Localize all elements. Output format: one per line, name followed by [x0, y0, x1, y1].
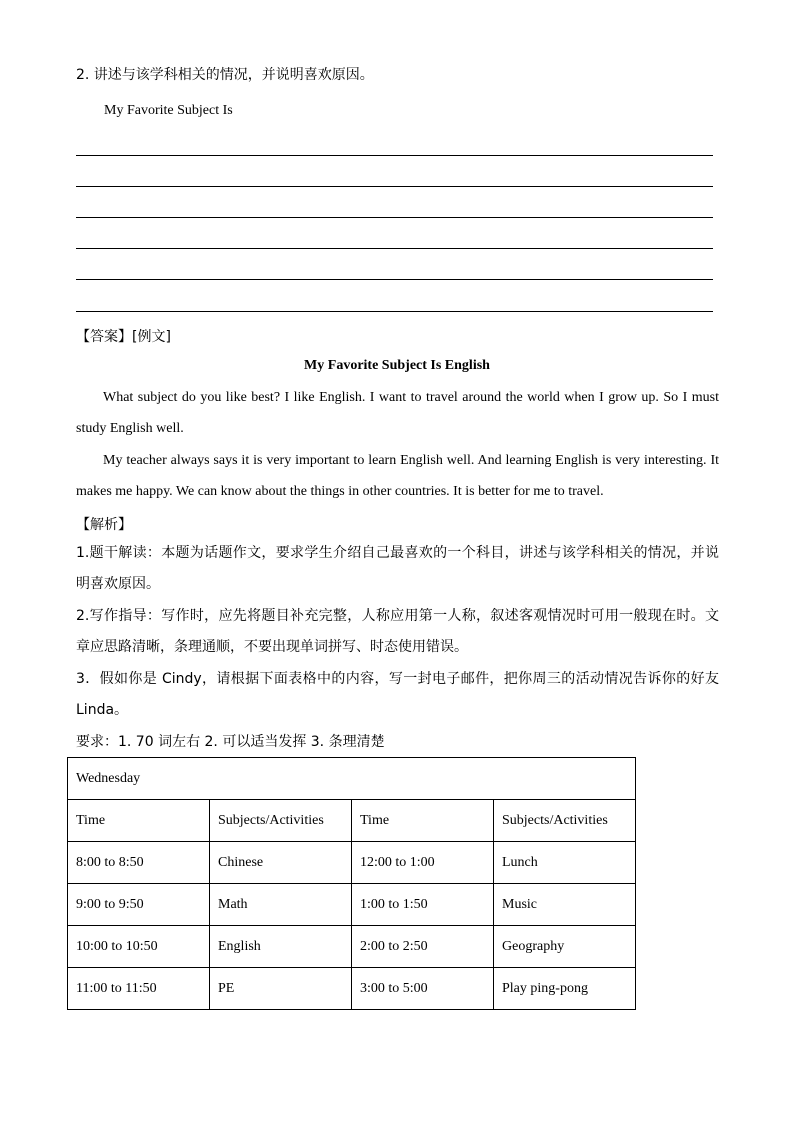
table-row: [68, 884, 636, 926]
column-header: Subjects/Activities: [210, 800, 352, 842]
table-cell: 10:00 to 10:50: [68, 926, 210, 968]
writing-line: [76, 279, 713, 280]
column-header: Time: [352, 800, 494, 842]
table-cell: Play ping-pong: [494, 968, 636, 1010]
table-title: Wednesday: [68, 758, 636, 800]
essay-title: My Favorite Subject Is English: [304, 358, 490, 373]
table-row: [68, 968, 636, 1010]
analysis-item-1: 1.题干解读：本题为话题作文，要求学生介绍自己最喜欢的一个科目，讲述与该学科相关的情况，并说明喜欢原因。: [76, 545, 719, 592]
table-row: [68, 842, 636, 884]
table-cell: Math: [210, 884, 352, 926]
writing-line: [76, 311, 713, 312]
essay-paragraph-1: What subject do you like best? I like English. I want to travel around the world when I grow up. So I must study English well.: [76, 390, 719, 436]
question3-instruction: 3．假如你是 Cindy，请根据下面表格中的内容，写一封电子邮件，把你周三的活动情况告诉你的好友 Linda。: [76, 671, 719, 718]
table-cell: 8:00 to 8:50: [68, 842, 210, 884]
essay-paragraph-2: My teacher always says it is very important to learn English well. And learning English is very interesting. It makes me happy. We can know about the things in other countries. It is better for me to travel.: [76, 453, 719, 499]
question2-instruction: 2. 讲述与该学科相关的情况，并说明喜欢原因。: [76, 67, 374, 83]
table-cell: 1:00 to 1:50: [352, 884, 494, 926]
table-cell: PE: [210, 968, 352, 1010]
table-cell: 3:00 to 5:00: [352, 968, 494, 1010]
table-cell: 11:00 to 11:50: [68, 968, 210, 1010]
essay-prompt: My Favorite Subject Is: [104, 103, 233, 118]
table-cell: Geography: [494, 926, 636, 968]
table-cell: 2:00 to 2:50: [352, 926, 494, 968]
table-cell: Music: [494, 884, 636, 926]
analysis-item-2: 2.写作指导：写作时，应先将题目补充完整，人称应用第一人称，叙述客观情况时可用一般现在时。文章应思路清晰，条理通顺，不要出现单词拼写、时态使用错误。: [76, 608, 719, 655]
table-cell: Lunch: [494, 842, 636, 884]
table-row: [68, 926, 636, 968]
writing-line: [76, 186, 713, 187]
table-cell: 9:00 to 9:50: [68, 884, 210, 926]
column-header: Time: [68, 800, 210, 842]
writing-line: [76, 217, 713, 218]
analysis-label: 【解析】: [76, 517, 132, 533]
answer-label: 【答案】[例文]: [76, 329, 171, 345]
table-cell: Chinese: [210, 842, 352, 884]
table-cell: 12:00 to 1:00: [352, 842, 494, 884]
table-cell: English: [210, 926, 352, 968]
table-title-row: [68, 758, 636, 800]
question3-requirements: 要求：1. 70 词左右 2. 可以适当发挥 3. 条理清楚: [76, 734, 385, 750]
writing-line: [76, 248, 713, 249]
schedule-table: [67, 757, 636, 1010]
column-header: Subjects/Activities: [494, 800, 636, 842]
writing-line: [76, 155, 713, 156]
table-header-row: [68, 800, 636, 842]
